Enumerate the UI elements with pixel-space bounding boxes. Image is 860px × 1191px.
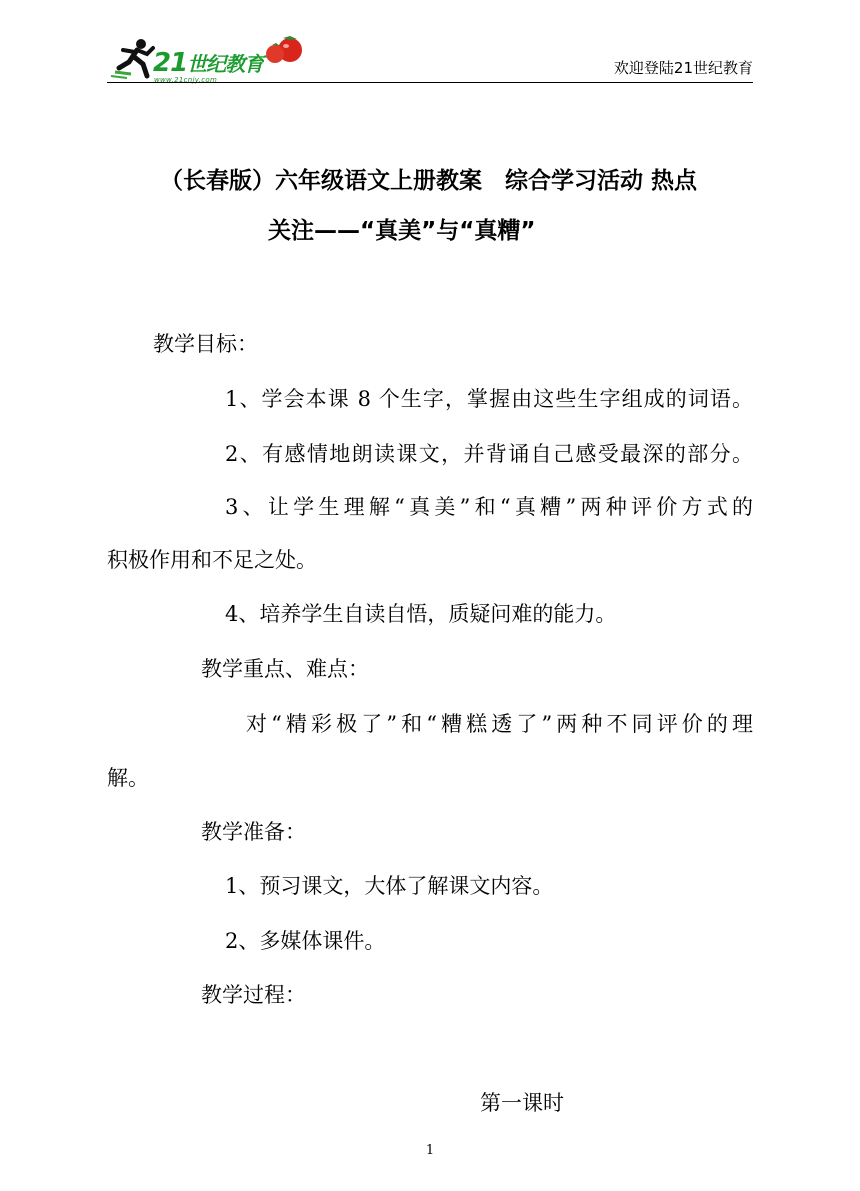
logo-text [153, 50, 263, 77]
page-header [107, 28, 753, 82]
header-welcome-text: 欢迎登陆21世纪教育 [613, 59, 753, 77]
logo-url: www.21cnjy.com [154, 76, 218, 84]
process-heading: 教学过程： [201, 983, 306, 1007]
key-points-text-continued: 解。 [107, 766, 149, 790]
logo-chinese-text: 世纪教育 [187, 52, 264, 76]
goals-heading: 教学目标： [153, 332, 258, 356]
document-title-line-1: （长春版）六年级语文上册教案 综合学习活动 热点 [160, 168, 698, 194]
preparation-item-1: 1、预习课文，大体了解课文内容。 [225, 874, 554, 898]
lesson-period-label: 第一课时 [480, 1091, 564, 1115]
goal-item-3: 3、让学生理解“真美”和“真糟”两种评价方式的 [225, 495, 753, 519]
preparation-item-2: 2、多媒体课件。 [225, 929, 386, 953]
page-number: 1 [425, 1143, 435, 1158]
header-divider [107, 82, 753, 83]
preparation-heading: 教学准备： [201, 820, 306, 844]
goal-item-1: 1、学会本课 8 个生字，掌握由这些生字组成的词语。 [225, 387, 753, 411]
goal-item-3-continued: 积极作用和不足之处。 [107, 548, 317, 572]
goal-item-2: 2、有感情地朗读课文，并背诵自己感受最深的部分。 [225, 442, 753, 466]
logo [107, 28, 307, 82]
goal-item-4: 4、培养学生自读自悟，质疑问难的能力。 [225, 602, 617, 626]
document-title-line-2: 关注——“真美”与“真糟” [268, 218, 536, 244]
key-points-heading: 教学重点、难点： [201, 657, 369, 681]
key-points-text: 对“精彩极了”和“糟糕透了”两种不同评价的理 [246, 712, 753, 736]
logo-numbers: 21 [153, 48, 188, 78]
